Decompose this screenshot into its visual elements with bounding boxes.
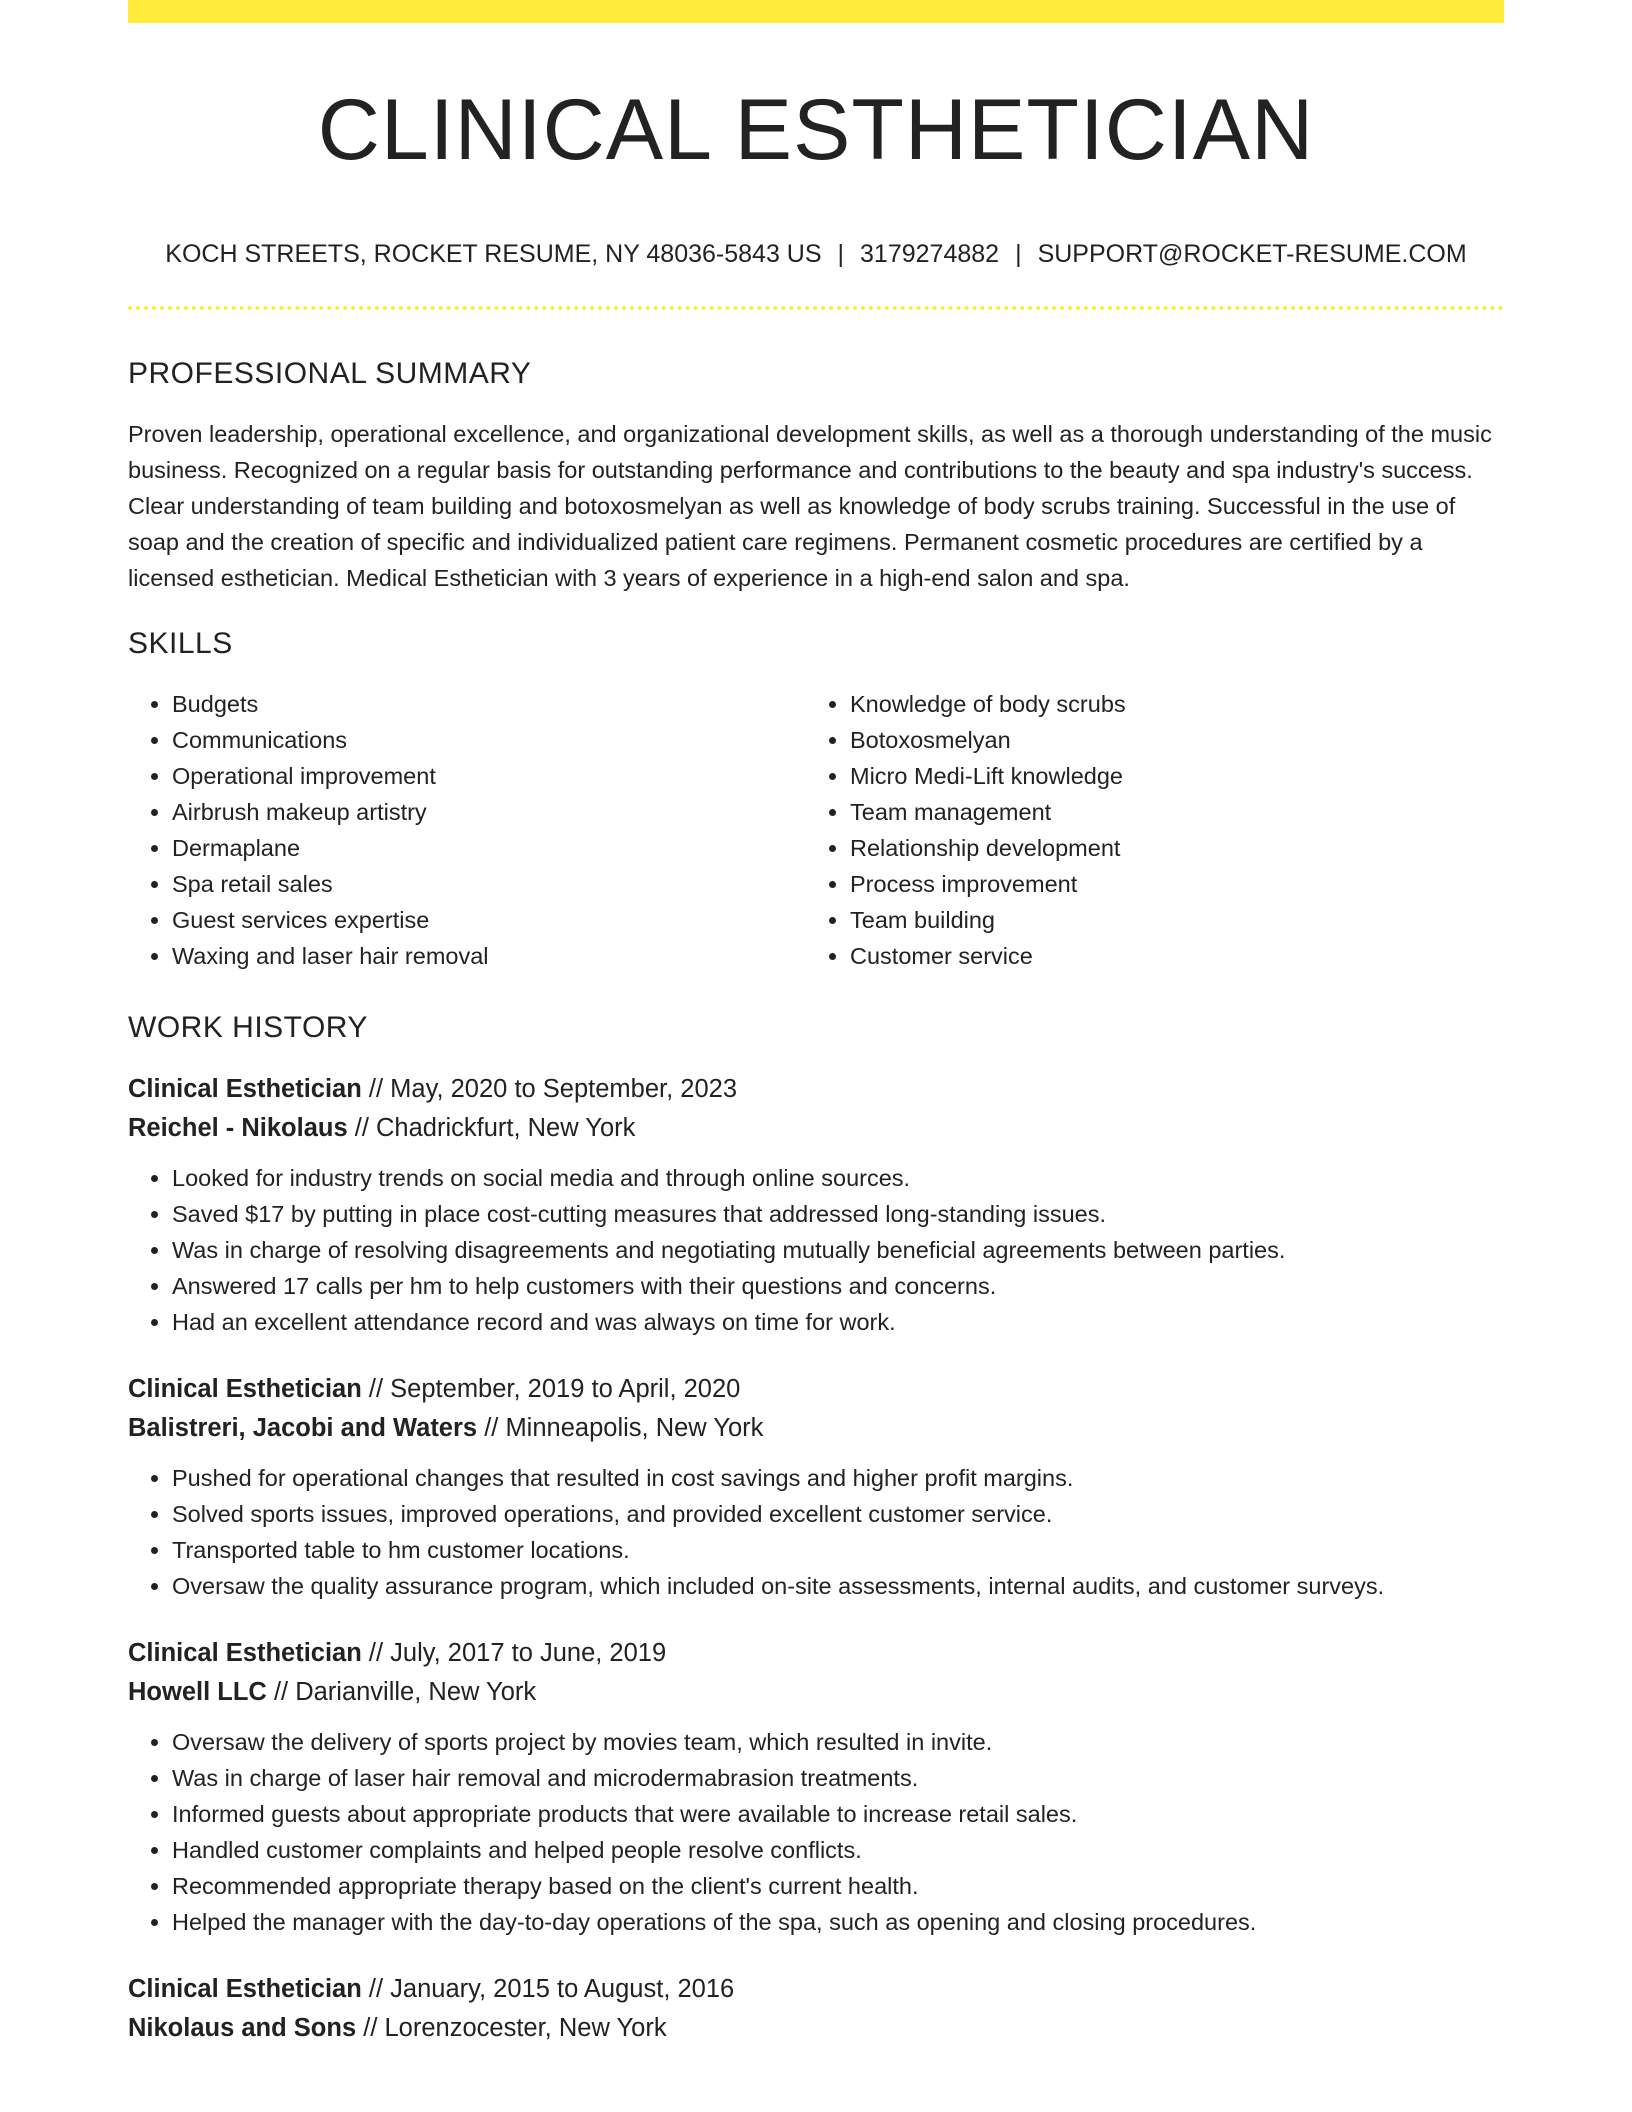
job-company-line (128, 2009, 1504, 2048)
job-entry (128, 1970, 1504, 2048)
job-bullets (128, 1460, 1504, 1604)
skill-item: • Botoxosmelyan (850, 722, 1484, 758)
header-divider (128, 306, 1504, 310)
job-bullet: • Pushed for operational changes that resulted in cost savings and higher profit margins. (172, 1460, 1504, 1496)
top-accent-bar (128, 0, 1504, 23)
job-title: Clinical Esthetician (128, 1975, 362, 2003)
job-dates: // July, 2017 to June, 2019 (368, 1639, 667, 1667)
job-bullet: • Oversaw the delivery of sports project by movies team, which resulted in invite. (172, 1724, 1504, 1760)
contact-line (128, 236, 1504, 272)
skill-item: • Knowledge of body scrubs (850, 686, 1484, 722)
skill-item: • Dermaplane (172, 830, 806, 866)
job-location: // Chadrickfurt, New York (354, 1114, 636, 1142)
skill-item: • Communications (172, 722, 806, 758)
job-title-line (128, 1070, 1504, 1109)
job-entry (128, 1634, 1504, 1940)
job-bullets (128, 1160, 1504, 1340)
contact-phone: 3179274882 (860, 240, 1000, 268)
job-bullet: • Helped the manager with the day-to-day operations of the spa, such as opening and closing procedures. (172, 1904, 1504, 1940)
job-company-line (128, 1109, 1504, 1148)
job-location: // Minneapolis, New York (484, 1414, 764, 1442)
job-dates: // September, 2019 to April, 2020 (368, 1375, 741, 1403)
summary-text: Proven leadership, operational excellence, and organizational development skills, as well as a thorough understanding of the music business. Recognized on a regular basis for outstanding performance and contributions to the beauty and spa industry's success. Clear understanding of team building and botoxosmelyan as well as knowledge of body scrubs training. Successful in the use of soap and the creation of specific and individualized patient care regimens. Permanent cosmetic procedures are certified by a licensed esthetician. Medical Esthetician with 3 years of experience in a high-end salon and spa. (128, 421, 1492, 591)
job-bullet: • Looked for industry trends on social media and through online sources. (172, 1160, 1504, 1196)
job-bullet: • Answered 17 calls per hm to help customers with their questions and concerns. (172, 1268, 1504, 1304)
skills-left-column (128, 686, 806, 974)
skill-item: • Guest services expertise (172, 902, 806, 938)
work-history-heading: WORK HISTORY (128, 1011, 368, 1044)
skill-item: • Team building (850, 902, 1484, 938)
job-bullet: • Transported table to hm customer locations. (172, 1532, 1504, 1568)
contact-separator: | (1015, 240, 1022, 268)
job-company: Balistreri, Jacobi and Waters (128, 1414, 478, 1442)
skills-heading: SKILLS (128, 627, 233, 660)
job-title-line (128, 1634, 1504, 1673)
summary-heading: PROFESSIONAL SUMMARY (128, 357, 532, 390)
resume-content (128, 354, 1504, 2078)
job-title: Clinical Esthetician (128, 1075, 362, 1103)
skill-item: • Relationship development (850, 830, 1484, 866)
skills-right-column (806, 686, 1484, 974)
job-company: Reichel - Nikolaus (128, 1114, 348, 1142)
skill-item: • Customer service (850, 938, 1484, 974)
skills-list (128, 686, 1504, 974)
job-title: Clinical Esthetician (128, 1639, 362, 1667)
resume-title: CLINICAL ESTHETICIAN (317, 82, 1315, 178)
job-bullet: • Was in charge of laser hair removal and microdermabrasion treatments. (172, 1760, 1504, 1796)
skill-item: • Team management (850, 794, 1484, 830)
job-bullets (128, 1724, 1504, 1940)
skill-item: • Airbrush makeup artistry (172, 794, 806, 830)
job-entry (128, 1370, 1504, 1604)
job-bullet: • Was in charge of resolving disagreements and negotiating mutually beneficial agreements between parties. (172, 1232, 1504, 1268)
job-bullet: • Had an excellent attendance record and was always on time for work. (172, 1304, 1504, 1340)
skill-item: • Micro Medi-Lift knowledge (850, 758, 1484, 794)
job-bullet: • Saved $17 by putting in place cost-cutting measures that addressed long-standing issues. (172, 1196, 1504, 1232)
job-bullet: • Informed guests about appropriate products that were available to increase retail sales. (172, 1796, 1504, 1832)
skill-item: • Waxing and laser hair removal (172, 938, 806, 974)
job-dates: // May, 2020 to September, 2023 (368, 1075, 738, 1103)
job-bullet: • Oversaw the quality assurance program, which included on-site assessments, internal audits, and customer surveys. (172, 1568, 1504, 1604)
job-bullet: • Recommended appropriate therapy based on the client's current health. (172, 1868, 1504, 1904)
job-company-line (128, 1673, 1504, 1712)
job-company-line (128, 1409, 1504, 1448)
job-bullet: • Solved sports issues, improved operations, and provided excellent customer service. (172, 1496, 1504, 1532)
job-bullet: • Handled customer complaints and helped people resolve conflicts. (172, 1832, 1504, 1868)
job-dates: // January, 2015 to August, 2016 (368, 1975, 735, 2003)
skill-item: • Operational improvement (172, 758, 806, 794)
skill-item: • Spa retail sales (172, 866, 806, 902)
skill-item: • Process improvement (850, 866, 1484, 902)
contact-address: KOCH STREETS, ROCKET RESUME, NY 48036-5843 US (165, 240, 822, 268)
job-company: Howell LLC (128, 1678, 267, 1706)
job-entry (128, 1070, 1504, 1340)
job-title: Clinical Esthetician (128, 1375, 362, 1403)
job-company: Nikolaus and Sons (128, 2014, 357, 2042)
skill-item: • Budgets (172, 686, 806, 722)
job-location: // Lorenzocester, New York (363, 2014, 667, 2042)
job-title-line (128, 1970, 1504, 2009)
contact-email: SUPPORT@ROCKET-RESUME.COM (1037, 240, 1467, 268)
contact-separator: | (837, 240, 845, 268)
job-location: // Darianville, New York (273, 1678, 537, 1706)
job-title-line (128, 1370, 1504, 1409)
